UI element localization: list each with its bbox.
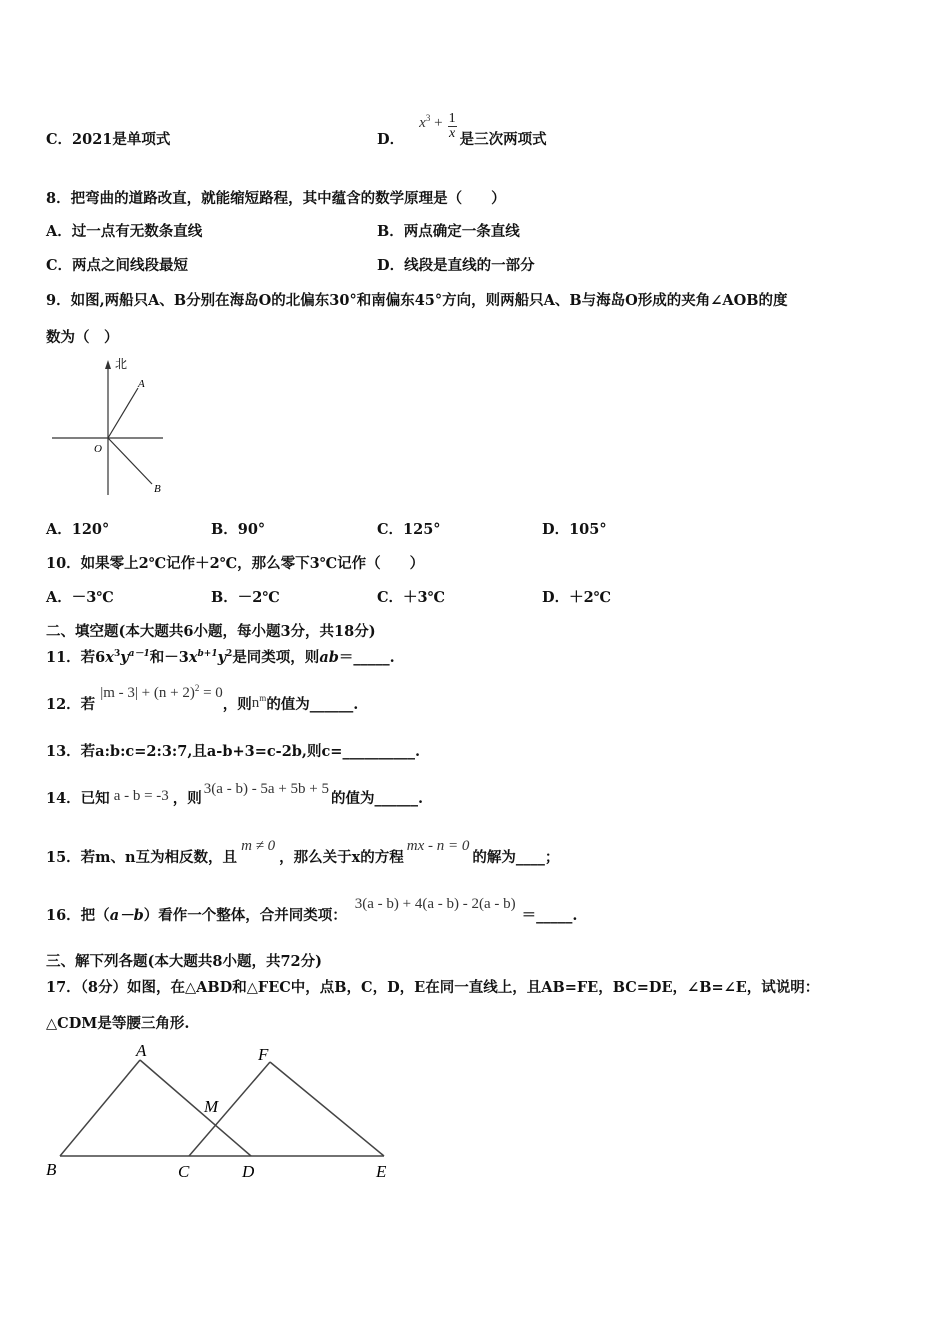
q17-segment-ab: [60, 1060, 140, 1156]
q17-label-f: F: [258, 1045, 269, 1064]
q14: 14．已知 a - b = -3 ，则3(a - b) - 5a + 5b + 5的值为______.: [46, 781, 424, 807]
q7-option-d-text: 是三次两项式: [459, 131, 547, 148]
q13: 13．若a:b:c=2:3:7,且a-b+3=c-2b,则c=__________.: [46, 743, 421, 760]
q10-option-d: D．＋2℃: [542, 589, 612, 606]
q9-label-b: B: [154, 483, 161, 495]
q8-option-a: A．过一点有无数条直线: [46, 223, 203, 240]
q9-ray-oa: [108, 388, 138, 438]
q17-label-c: C: [178, 1162, 190, 1181]
q9-option-d: D．105°: [542, 521, 607, 538]
q14-expression: 3(a - b) - 5a + 5b + 5: [203, 781, 330, 797]
q10-option-a: A．－3℃: [46, 589, 114, 606]
section3-heading: 三、解下列各题(本大题共8小题，共72分): [46, 953, 322, 970]
q17-segment-fe: [270, 1062, 384, 1156]
q17-label-m: M: [204, 1097, 219, 1116]
q12-equation: $|m - 3| + (n + 2)^2 = 0$: [100, 683, 223, 701]
q7-option-c: C．2021是单项式: [46, 131, 171, 148]
q7-option-d-label: D．: [377, 131, 405, 148]
q15: 15．若m、n互为相反数，且m ≠ 0，那么关于x的方程mx - n = 0的解为____；: [46, 838, 560, 866]
q16: 16．把（a－b）看作一个整体，合并同类项：3(a - b) + 4(a - b) - 2(a - b)＝_____.: [46, 896, 578, 924]
q8-option-b: B．两点确定一条直线: [377, 223, 520, 240]
q9-option-b: B．90°: [211, 521, 266, 538]
q9-ray-ob: [108, 438, 152, 484]
q12-power: $n^m$: [251, 693, 267, 711]
q7-option-d: [377, 104, 547, 149]
q8-option-d: D．线段是直线的一部分: [377, 257, 535, 274]
q9-option-a: A．120°: [46, 521, 110, 538]
q8-option-c: C．两点之间线段最短: [46, 257, 189, 274]
q11: 11．若$6x^3y^{a-1}$和$-3x^{b+1}y^2$是同类项，则ab＝_____.: [46, 649, 395, 666]
q17-segment-ad: [140, 1060, 251, 1156]
q17-label-e: E: [376, 1162, 387, 1181]
q17-segment-fc: [189, 1062, 270, 1156]
q9-stem-line2: 数为（ ）: [46, 329, 119, 346]
q7-option-d-math: $x^3$ +: [419, 113, 443, 131]
q10-option-c: C．＋3℃: [377, 589, 446, 606]
q17-label-b: B: [46, 1160, 57, 1179]
q17-stem-line1: 17．（8分）如图，在△ABD和△FEC中，点B，C，D，E在同一直线上，且AB=FE，BC=DE，∠B=∠E，试说明：: [46, 979, 820, 996]
q9-north-arrow: [105, 360, 111, 369]
q10-stem: 10．如果零上2℃记作＋2℃，那么零下3℃记作（ ）: [46, 555, 425, 572]
q17-label-a: A: [136, 1041, 147, 1060]
q8-stem: 8．把弯曲的道路改直，就能缩短路程，其中蕴含的数学原理是（ ）: [46, 190, 506, 207]
q15-equation: mx - n = 0: [406, 838, 470, 854]
q17-triangle-figure: [44, 1040, 400, 1186]
q12: 12．若 $|m - 3| + (n + 2)^2 = 0$，则$n^m$的值为______.: [46, 683, 359, 713]
q9-label-o: O: [94, 443, 102, 455]
q7-option-d-fraction: $\frac{1}{x}$: [448, 111, 456, 141]
q14-condition: a - b = -3: [113, 788, 169, 804]
q9-option-c: C．125°: [377, 521, 441, 538]
q16-expression: 3(a - b) + 4(a - b) - 2(a - b): [354, 896, 516, 912]
q9-label-north: 北: [115, 357, 128, 371]
q9-stem-line1: 9．如图,两船只A、B分别在海岛O的北偏东30°和南偏东45°方向，则两船只A、B与海岛O形成的夹角∠AOB的度: [46, 292, 788, 309]
q10-option-b: B．－2℃: [211, 589, 280, 606]
q15-condition: m ≠ 0: [241, 838, 276, 854]
q17-stem-line2: △CDM是等腰三角形.: [46, 1015, 190, 1032]
section2-heading: 二、填空题(本大题共6小题，每小题3分，共18分): [46, 623, 376, 640]
q9-label-a: A: [138, 378, 145, 390]
q17-label-d: D: [242, 1162, 255, 1181]
q9-compass-figure: [50, 352, 170, 500]
